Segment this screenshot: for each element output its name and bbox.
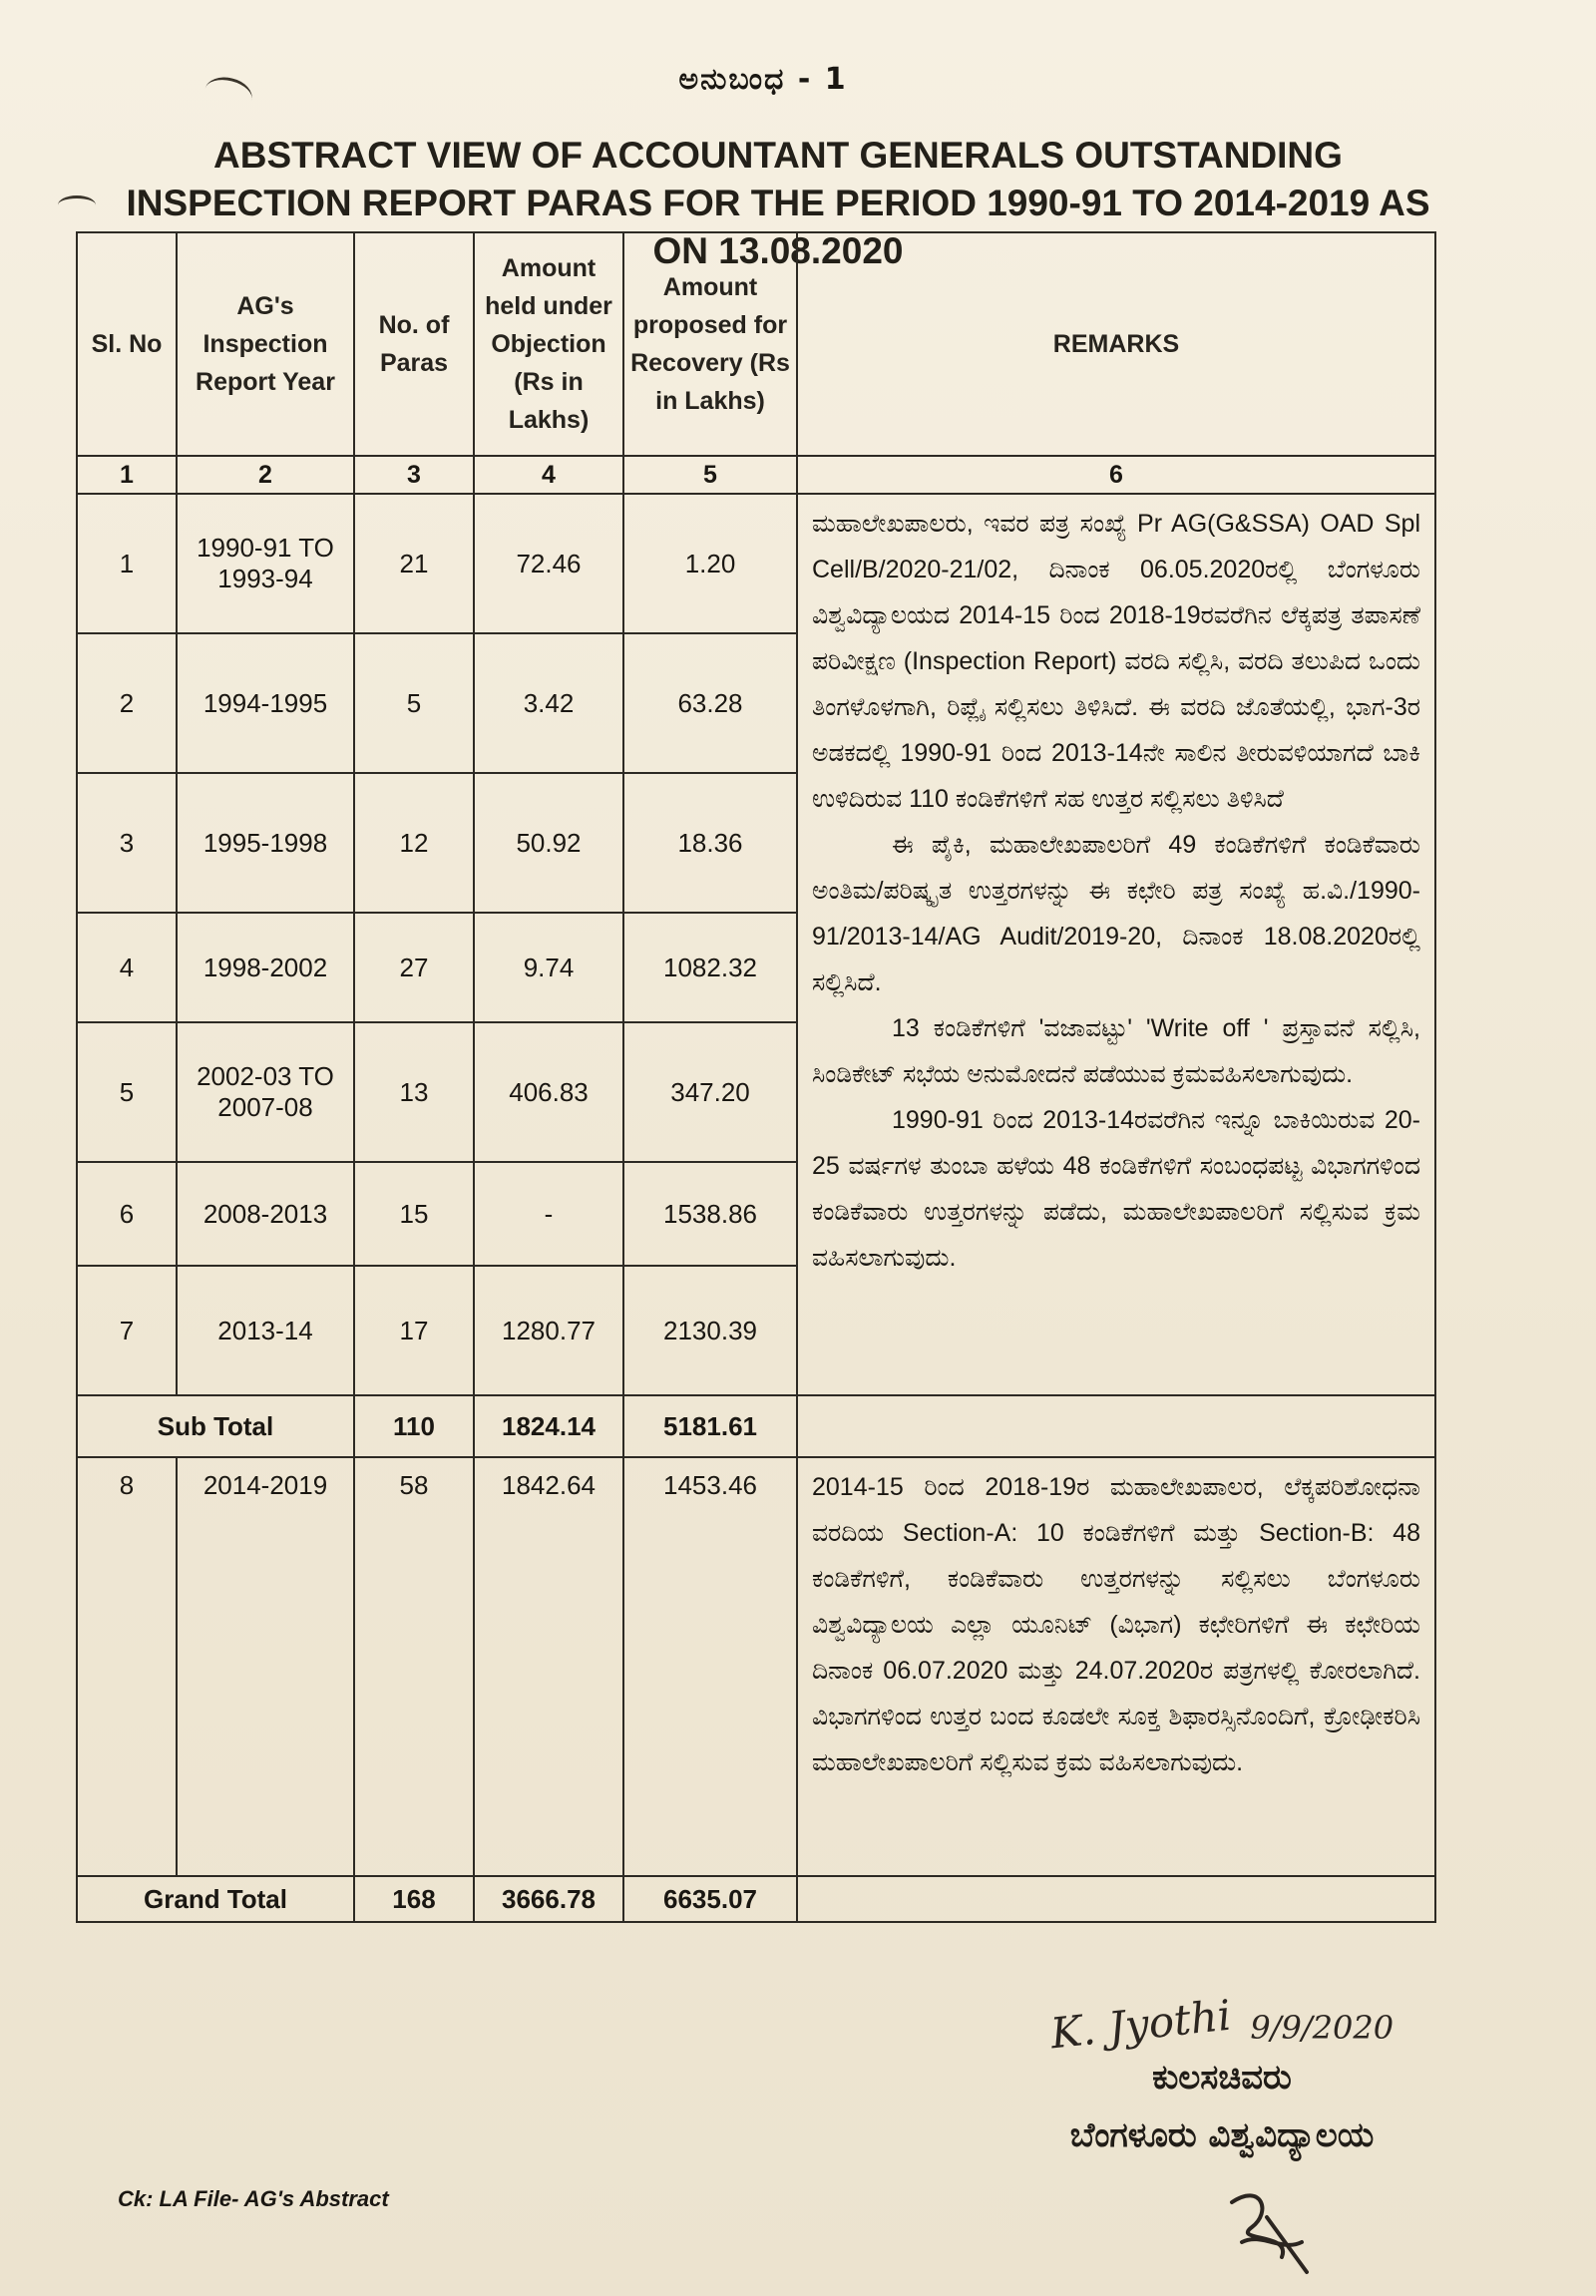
column-number-row <box>77 456 1435 494</box>
col-number: 4 <box>474 456 623 494</box>
cell-year: 1995-1998 <box>177 773 354 913</box>
sub-total-objection: 1824.14 <box>474 1395 623 1457</box>
col-number: 6 <box>797 456 1435 494</box>
cell-objection: 50.92 <box>474 773 623 913</box>
remarks-cell-row8 <box>797 1457 1435 1876</box>
col-number: 5 <box>623 456 797 494</box>
cell-sl: 8 <box>77 1457 177 1876</box>
cell-year: 1994-1995 <box>177 633 354 773</box>
sub-total-label: Sub Total <box>77 1395 354 1457</box>
cell-sl: 1 <box>77 494 177 633</box>
cell-year: 2013-14 <box>177 1266 354 1395</box>
col-header-recovery: Amount proposed for Recovery (Rs in Lakhs) <box>623 232 797 456</box>
cell-recovery: 18.36 <box>623 773 797 913</box>
cell-year: 2014-2019 <box>177 1457 354 1876</box>
cell-sl: 2 <box>77 633 177 773</box>
cell-paras: 13 <box>354 1022 474 1162</box>
cell-paras: 17 <box>354 1266 474 1395</box>
cell-paras: 15 <box>354 1162 474 1266</box>
header-row <box>77 232 1435 456</box>
table-row <box>77 494 1435 633</box>
cell-recovery: 1453.46 <box>623 1457 797 1876</box>
cell-sl: 4 <box>77 913 177 1022</box>
remarks-paragraph: 2014-15 ರಿಂದ 2018-19ರ ಮಹಾಲೇಖಪಾಲರ, ಲೆಕ್ಕಪರಿಶೋಧನಾ ವರದಿಯ Section-A: 10 ಕಂಡಿಕೆಗಳಿಗೆ ಮತ್ತು Section-B: 48 ಕಂಡಿಕೆಗಳಿಗೆ, ಕಂಡಿಕೆವಾರು ಉತ್ತರಗಳನ್ನು ಸಲ್ಲಿಸಲು ಬೆಂಗಳೂರು ವಿಶ್ವವಿದ್ಯಾಲಯ ಎಲ್ಲಾ ಯೂನಿಟ್ (ವಿಭಾಗ) ಕಛೇರಿಗಳಿಗೆ ಈ ಕಛೇರಿಯ ದಿನಾಂಕ 06.07.2020 ಮತ್ತು 24.07.2020ರ ಪತ್ರಗಳಲ್ಲಿ ಕೋರಲಾಗಿದೆ. ವಿಭಾಗಗಳಿಂದ ಉತ್ತರ ಬಂದ ಕೂಡಲೇ ಸೂಕ್ತ ಶಿಫಾರಸ್ಸಿನೊಂದಿಗೆ, ಕ್ರೋಢೀಕರಿಸಿ ಮಹಾಲೇಖಪಾಲರಿಗೆ ಸಲ್ಲಿಸುವ ಕ್ರಮ ವಹಿಸಲಾಗುವುದು. <box>812 1473 1420 1776</box>
signatory-organization: ಬೆಂಗಳೂರು ವಿಶ್ವವಿದ್ಯಾಲಯ <box>1069 2115 1375 2155</box>
signature-scrawl: K. Jyothi <box>1047 1990 1234 2059</box>
table-row <box>77 1457 1435 1876</box>
document-title: ABSTRACT VIEW OF ACCOUNTANT GENERALS OUTSTANDING INSPECTION REPORT PARAS FOR THE PERIOD 1990-91 TO 2014-2019 AS ON 13.08.2020 <box>126 135 1430 271</box>
cell-objection: 406.83 <box>474 1022 623 1162</box>
cell-paras: 21 <box>354 494 474 633</box>
grand-total-paras: 168 <box>354 1876 474 1922</box>
signatory-designation: ಕುಲಸಚಿವರು <box>1152 2058 1292 2098</box>
cell-paras: 27 <box>354 913 474 1022</box>
initials-scribble-icon <box>1212 2172 1322 2282</box>
cell-year: 2008-2013 <box>177 1162 354 1266</box>
outstanding-paras-table <box>76 231 1436 1923</box>
cell-paras: 12 <box>354 773 474 913</box>
cell-year: 2002-03 TO 2007-08 <box>177 1022 354 1162</box>
col-header-paras: No. of Paras <box>354 232 474 456</box>
cell-paras: 58 <box>354 1457 474 1876</box>
cell-recovery: 1.20 <box>623 494 797 633</box>
col-header-remarks: REMARKS <box>797 232 1435 456</box>
cell-recovery: 63.28 <box>623 633 797 773</box>
col-number: 1 <box>77 456 177 494</box>
cell-recovery: 1538.86 <box>623 1162 797 1266</box>
cell-recovery: 1082.32 <box>623 913 797 1022</box>
remarks-paragraph: ಈ ಪೈಕಿ, ಮಹಾಲೇಖಪಾಲರಿಗೆ 49 ಕಂಡಿಕೆಗಳಿಗೆ ಕಂಡಿಕೆವಾರು ಅಂತಿಮ/ಪರಿಷ್ಕೃತ ಉತ್ತರಗಳನ್ನು ಈ ಕಛೇರಿ ಪತ್ರ ಸಂಖ್ಯೆ ಹ.ವಿ./1990-91/2013-14/AG Audit/2019-20, ದಿನಾಂಕ 18.08.2020ರಲ್ಲಿ ಸಲ್ಲಿಸಿದೆ. <box>812 831 1420 996</box>
cell-objection: 1280.77 <box>474 1266 623 1395</box>
pen-mark <box>58 195 96 214</box>
sub-total-recovery: 5181.61 <box>623 1395 797 1457</box>
signature-block <box>988 1990 1456 2164</box>
cell-recovery: 2130.39 <box>623 1266 797 1395</box>
grand-total-objection: 3666.78 <box>474 1876 623 1922</box>
annexure-label: ಅನುಬಂಧ - 1 <box>678 62 848 97</box>
sub-total-row <box>77 1395 1435 1457</box>
cell-objection: - <box>474 1162 623 1266</box>
col-number: 3 <box>354 456 474 494</box>
grand-total-row <box>77 1876 1435 1922</box>
grand-total-remarks <box>797 1876 1435 1922</box>
col-header-year: AG's Inspection Report Year <box>177 232 354 456</box>
pen-mark <box>201 73 256 117</box>
cell-objection: 72.46 <box>474 494 623 633</box>
remarks-cell-group1 <box>797 494 1435 1395</box>
col-header-objection: Amount held under Objection (Rs in Lakhs) <box>474 232 623 456</box>
cell-recovery: 347.20 <box>623 1022 797 1162</box>
sub-total-paras: 110 <box>354 1395 474 1457</box>
sub-total-remarks <box>797 1395 1435 1457</box>
cell-sl: 7 <box>77 1266 177 1395</box>
file-reference: Ck: LA File- AG's Abstract <box>118 2186 389 2211</box>
remarks-paragraph: 13 ಕಂಡಿಕೆಗಳಿಗೆ 'ವಜಾವಟ್ಟು' 'Write off ' ಪ್ರಸ್ತಾವನೆ ಸಲ್ಲಿಸಿ, ಸಿಂಡಿಕೇಟ್ ಸಭೆಯ ಅನುಮೋದನೆ ಪಡೆಯುವ ಕ್ರಮವಹಿಸಲಾಗುವುದು. <box>812 1014 1420 1088</box>
grand-total-label: Grand Total <box>77 1876 354 1922</box>
cell-year: 1990-91 TO 1993-94 <box>177 494 354 633</box>
cell-objection: 3.42 <box>474 633 623 773</box>
col-header-sl: Sl. No <box>77 232 177 456</box>
cell-sl: 6 <box>77 1162 177 1266</box>
remarks-paragraph: ಮಹಾಲೇಖಪಾಲರು, ಇವರ ಪತ್ರ ಸಂಖ್ಯೆ Pr AG(G&SSA) OAD Spl Cell/B/2020-21/02, ದಿನಾಂಕ 06.05.2020ರಲ್ಲಿ ಬೆಂಗಳೂರು ವಿಶ್ವವಿದ್ಯಾಲಯದ 2014-15 ರಿಂದ 2018-19ರವರೆಗಿನ ಲೆಕ್ಕಪತ್ರ ತಪಾಸಣೆ ಪರಿವೀಕ್ಷಣ (Inspection Report) ವರದಿ ಸಲ್ಲಿಸಿ, ವರದಿ ತಲುಪಿದ ಒಂದು ತಿಂಗಳೊಳಗಾಗಿ, ರಿಪ್ಲೈ ಸಲ್ಲಿಸಲು ತಿಳಿಸಿದೆ. ಈ ವರದಿ ಜೊತೆಯಲ್ಲಿ, ಭಾಗ-3ರ ಅಡಕದಲ್ಲಿ 1990-91 ರಿಂದ 2013-14ನೇ ಸಾಲಿನ ತೀರುವಳಿಯಾಗದೆ ಬಾಕಿ ಉಳಿದಿರುವ 110 ಕಂಡಿಕೆಗಳಿಗೆ ಸಹ ಉತ್ತರ ಸಲ್ಲಿಸಲು ತಿಳಿಸಿದೆ <box>812 510 1420 813</box>
cell-objection: 9.74 <box>474 913 623 1022</box>
remarks-paragraph: 1990-91 ರಿಂದ 2013-14ರವರೆಗಿನ ಇನ್ನೂ ಬಾಕಿಯಿರುವ 20-25 ವರ್ಷಗಳ ತುಂಬಾ ಹಳೆಯ 48 ಕಂಡಿಕೆಗಳಿಗೆ ಸಂಬಂಧಪಟ್ಟ ವಿಭಾಗಗಳಿಂದ ಕಂಡಿಕೆವಾರು ಉತ್ತರಗಳನ್ನು ಪಡೆದು, ಮಹಾಲೇಖಪಾಲರಿಗೆ ಸಲ್ಲಿಸುವ ಕ್ರಮ ವಹಿಸಲಾಗುವುದು. <box>812 1106 1420 1272</box>
cell-sl: 5 <box>77 1022 177 1162</box>
cell-paras: 5 <box>354 633 474 773</box>
col-number: 2 <box>177 456 354 494</box>
cell-objection: 1842.64 <box>474 1457 623 1876</box>
signature-date: 9/9/2020 <box>1250 2009 1395 2047</box>
grand-total-recovery: 6635.07 <box>623 1876 797 1922</box>
cell-year: 1998-2002 <box>177 913 354 1022</box>
cell-sl: 3 <box>77 773 177 913</box>
